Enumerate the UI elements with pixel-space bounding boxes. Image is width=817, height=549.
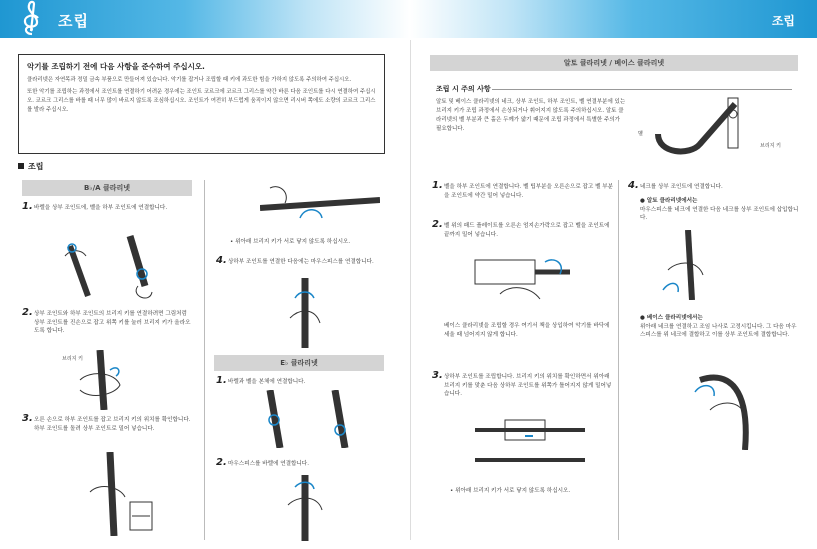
- bridge-key-label-right: 브리지 키: [760, 143, 781, 149]
- header-right-bar: [410, 0, 817, 38]
- bb-step-2: 2. 상부 조인트와 하부 조인트의 브리지 키를 연결하려면 그림처럼 상부 조인트를 진손으로 잡고 위쪽 키를 눌러 브리지 키가 올라오도록 합니다.: [22, 307, 191, 334]
- eb-step-1-illustration: [250, 390, 380, 448]
- bass-subsection: ● 베이스 클라리넷에서는 위아래 네크를 연결하고 조임 나사로 고정시킵니다. 그 다음 마우스피스를 위 네크에 결합하고 이를 상부 조인트에 결합합니다.: [640, 315, 797, 338]
- bb-step-3-illustration: [80, 452, 160, 536]
- eb-step-1: 1. 바렐과 벨을 본체에 연결합니다.: [216, 375, 306, 386]
- bb-step-1-illustration: [60, 226, 170, 306]
- section-title: 조립: [18, 161, 43, 172]
- bb-step-3: 3. 오른 손으로 하부 조인트를 잡고 브리지 키의 위치를 확인합니다. 하부 조인트를 돌려 상부 조인트로 밀어 넣습니다.: [22, 413, 191, 432]
- bb-clarinet-band: B♭/A 클라리넷: [22, 180, 192, 196]
- bass-clarinet-illustration: [650, 94, 760, 158]
- page-header: [0, 0, 817, 40]
- ab-step-1: 1. 벨을 하부 조인트에 연결합니다. 벨 팁부분을 오른손으로 잡고 벨 부분을 조인트에 약간 밀어 넣습니다.: [432, 180, 614, 199]
- bb-step-4-illustration: [280, 278, 330, 348]
- eb-clarinet-band: E♭ 클라리넷: [214, 355, 384, 371]
- ab-step-2: 2. 벨 위의 패드 플레이트를 오른손 엄지손가락으로 잡고 벨을 조인트에 끝까지 밀어 넣습니다.: [432, 219, 610, 238]
- ab-step-2-illustration: [470, 254, 580, 314]
- ab-step-3: 3. 상하부 조인트를 조립합니다. 브리지 키의 위치를 확인하면서 위아래 브리지 키를 맞춘 다음 상하부 조인트를 위쪽가 틀어지지 않게 밀어넣습니다.: [432, 370, 612, 397]
- ab-step-3-illustration: [475, 410, 585, 480]
- page-gutter: [410, 40, 411, 540]
- notice-title: 악기를 조립하기 전에 다음 사항을 준수하여 주십시오.: [27, 62, 205, 71]
- page-title-left: 조립: [58, 12, 89, 30]
- bridge-key-label: 브리지 키: [62, 356, 83, 362]
- alto-subsection: ● 알토 클라리넷에서는 마우스피스를 네크에 연결한 다음 네크를 상부 조인트에 삽입합니다.: [640, 198, 799, 221]
- bb-bridge-note: • 위아래 브리지 키가 서로 닿지 않도록 하십시오.: [230, 239, 351, 245]
- caution-text: 알토 및 베이스 클라리넷의 네크, 상부 조인트, 하부 조인트, 벨 연결부분에 있는 브리지 키가 조립 과정에서 손상되거나 휘어지지 않도록 주의하십시오. 알토 클라리넷의 벨 부분과 큰 홀은 두께가 얇기 때문에 조립 과정에서 특별한 주의가 필요합니다.: [436, 99, 626, 132]
- column-divider-2: [618, 180, 619, 540]
- alto-bass-band: 알토 클라리넷 / 베이스 클라리넷: [430, 55, 798, 71]
- treble-clef-icon: [12, 0, 50, 38]
- page-title-right: 조립: [771, 14, 795, 28]
- alto-neck-illustration: [658, 230, 718, 300]
- caution-rule: [492, 89, 792, 90]
- bb-step-1: 1. 바렐을 상부 조인트에, 벨을 하부 조인트에 연결합니다.: [22, 201, 168, 212]
- notice-paragraph-2: 또한 악기를 조립하는 과정에서 조인트를 연결하기 어려운 경우에는 조인트 코르크에 코르크 그리스를 약간 바른 다음 조인트를 다시 연결하여 주십시오. 코르크 그리스를 바를 때 너무 많이 바르지 않도록 조심하십시오. 조인트가 여전히 부드럽게 움직이지 않으면 리시버 쪽에도 소량의 코르크 그리스를 발라 주십시오.: [27, 89, 376, 113]
- caution-title: 조립 시 주의 사항: [436, 85, 491, 93]
- bb-step-3-detail-illustration: [260, 178, 380, 228]
- bell-label: 벨: [638, 131, 643, 137]
- caution-section: [430, 84, 798, 158]
- eb-step-2: 2. 마우스피스를 바렐에 연결합니다.: [216, 457, 309, 468]
- ab-step-2-note: 베이스 클라리넷을 조립할 경우 여기서 책을 상입하여 악기를 바닥에 세울 때 넘어지지 않게 합니다.: [444, 323, 610, 338]
- ab-step-4: 4. 네크를 상부 조인트에 연결합니다.: [628, 180, 723, 191]
- bass-neck-illustration: [690, 370, 770, 450]
- ab-bridge-note: • 위아래 브리지 키가 서로 닿지 않도록 하십시오.: [450, 488, 571, 494]
- bb-step-4: 4. 상하부 조인트를 연결한 다음에는 마우스피스를 연결합니다.: [216, 255, 374, 266]
- notice-paragraph-1: 클라리넷은 자연목과 정밀 금속 부품으로 만들어져 있습니다. 악기를 잡거나 조립할 때 키에 과도한 힘을 가하지 않도록 주의하여 주십시오.: [27, 77, 352, 83]
- notice-box: [18, 54, 385, 154]
- eb-step-2-illustration: [280, 475, 330, 541]
- column-divider-1: [204, 180, 205, 540]
